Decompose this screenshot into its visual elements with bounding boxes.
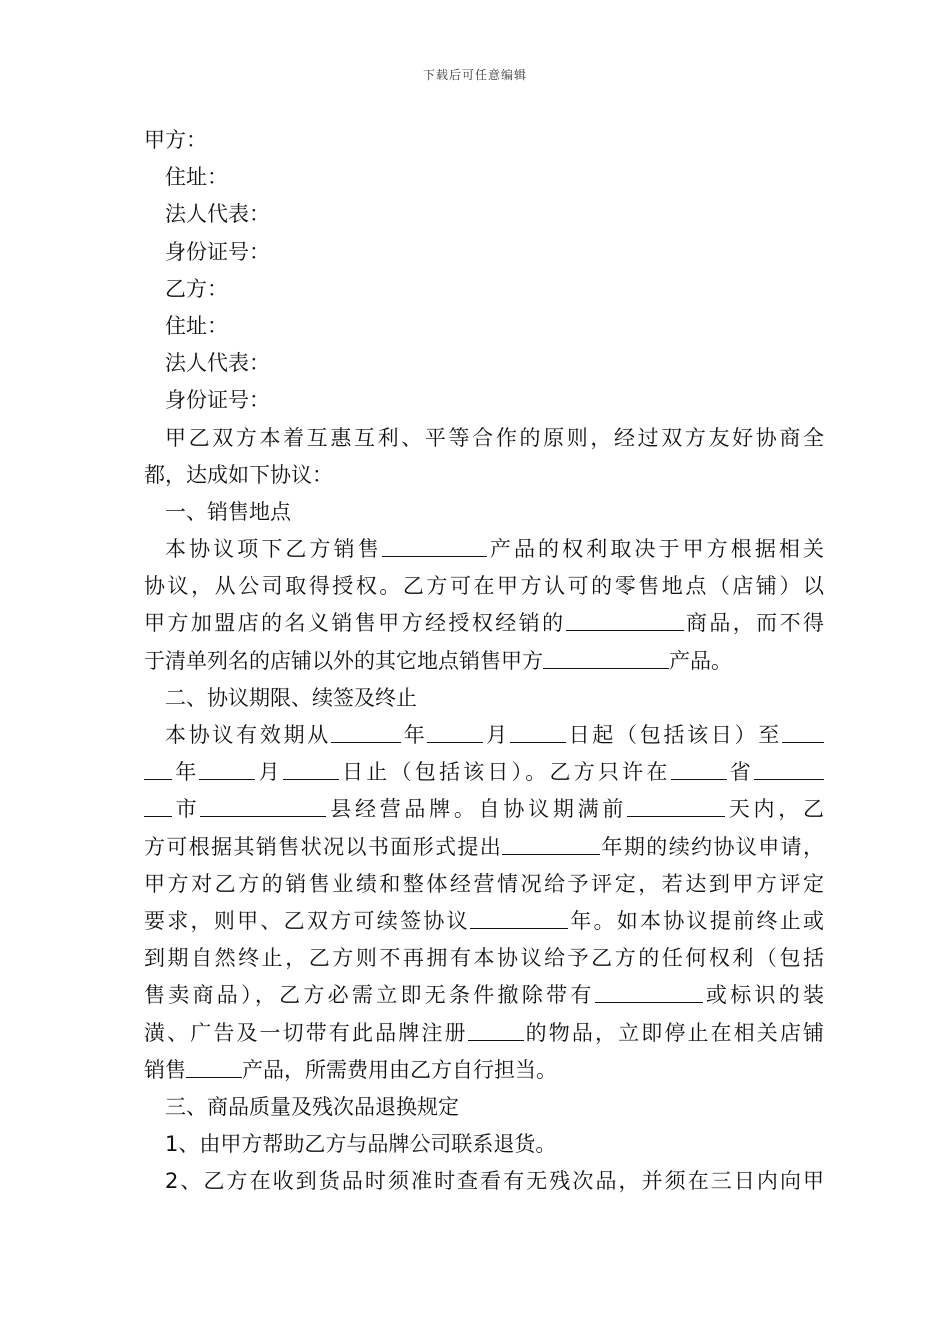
fill-blank: [186, 1055, 242, 1078]
section-heading-sales-location: 一、销售地点: [165, 499, 291, 524]
page-header: 下载后可任意编辑: [422, 68, 527, 82]
paragraph-line: 协议，从公司取得授权。乙方可在甲方认可的零售地点（店铺）以: [144, 574, 824, 599]
text-segment: 年: [172, 760, 200, 785]
text-segment: 月: [483, 723, 510, 747]
party-b-representative: 法人代表：: [165, 351, 270, 376]
fill-blank: [200, 794, 326, 817]
contract-body: [144, 122, 824, 1200]
fill-blank: [595, 980, 703, 1003]
fill-blank: [144, 757, 172, 780]
fill-blank: [566, 608, 684, 631]
paragraph-line: [144, 717, 824, 754]
party-a-representative: 法人代表：: [165, 202, 270, 227]
fill-blank: [331, 720, 401, 743]
fill-blank: [543, 646, 669, 669]
fill-blank: [470, 906, 568, 929]
intro-line: 甲乙双方本着互惠互利、平等合作的原则，经过双方友好协商全: [165, 425, 824, 450]
text-segment: 年: [401, 723, 428, 747]
fill-blank: [199, 757, 255, 780]
fill-blank: [144, 794, 172, 817]
list-item: 1、由甲方帮助乙方与品牌公司联系退货。: [165, 1132, 557, 1157]
fill-blank: [283, 757, 339, 780]
paragraph-line: [144, 977, 824, 1014]
party-a-address: 住址：: [165, 165, 228, 190]
text-segment: 月: [255, 760, 283, 785]
text-segment: 日止（包括该日）。乙方只许在: [338, 760, 671, 785]
party-a-id-number: 身份证号：: [165, 239, 270, 264]
text-segment: 本协议有效期从: [165, 723, 331, 747]
paragraph-line: [144, 643, 824, 680]
text-segment: 售卖商品），乙方必需立即无条件撤除带有: [144, 983, 595, 1008]
paragraph-line: 甲方对乙方的销售业绩和整体经营情况给予评定，若达到甲方评定: [144, 871, 824, 896]
section-heading-quality-returns: 三、商品质量及残次品退换规定: [165, 1094, 459, 1119]
fill-blank: [468, 1018, 524, 1041]
paragraph-line: [144, 531, 824, 568]
fill-blank: [427, 720, 483, 743]
paragraph-line: [144, 791, 824, 828]
party-a-label: 甲方：: [144, 128, 207, 152]
text-segment: 方可根据其销售状况以书面形式提出: [144, 834, 503, 859]
text-segment: 省: [726, 760, 755, 785]
text-segment: 市: [172, 797, 201, 822]
text-segment: 县经营品牌。自协议期满前: [326, 797, 628, 822]
list-item: 2、乙方在收到货品时须准时查看有无残次品，并须在三日内向甲: [165, 1169, 824, 1194]
intro-line: 都，达成如下协议：: [144, 462, 333, 487]
text-segment: 天内，乙: [725, 797, 825, 822]
paragraph-line: [144, 903, 824, 940]
paragraph-line: [144, 605, 824, 642]
text-segment: 日起（包括该日）至: [565, 723, 783, 747]
fill-blank: [502, 832, 600, 855]
section-heading-term-renewal: 二、协议期限、续签及终止: [165, 685, 417, 710]
party-b-label: 乙方：: [165, 276, 228, 301]
fill-blank: [627, 794, 725, 817]
text-segment: 年期的续约协议申请，: [600, 834, 825, 859]
text-segment: 商品，而不得: [683, 611, 824, 636]
party-b-address: 住址：: [165, 313, 228, 338]
text-segment: 潢、广告及一切带有此品牌注册: [144, 1020, 468, 1045]
text-segment: 产品的权利取决于甲方根据相关: [486, 537, 825, 562]
text-segment: 甲方加盟店的名义销售甲方经授权经销的: [144, 611, 566, 636]
text-segment: 的物品，立即停止在相关店铺: [523, 1020, 825, 1045]
text-segment: 于清单列名的店铺以外的其它地点销售甲方: [144, 648, 543, 673]
text-segment: 要求，则甲、乙双方可续签协议: [144, 908, 470, 933]
text-segment: 产品。: [669, 648, 732, 673]
text-segment: 产品，所需费用由乙方自行担当。: [242, 1057, 557, 1082]
paragraph-line: 到期自然终止，乙方则不再拥有本协议给予乙方的任何权利（包括: [144, 946, 824, 971]
paragraph-line: [144, 754, 824, 791]
fill-blank: [382, 534, 487, 557]
text-segment: 或标识的装: [702, 983, 825, 1008]
fill-blank: [754, 757, 824, 780]
fill-blank: [671, 757, 727, 780]
party-b-id-number: 身份证号：: [165, 388, 270, 413]
paragraph-line: [144, 829, 824, 866]
text-segment: 年。如本协议提前终止或: [567, 908, 825, 933]
paragraph-line: [144, 1015, 824, 1052]
fill-blank: [510, 720, 566, 743]
paragraph-line: [144, 1052, 824, 1089]
fill-blank: [782, 720, 824, 743]
text-segment: 本协议项下乙方销售: [165, 537, 382, 562]
text-segment: 销售: [144, 1057, 186, 1082]
